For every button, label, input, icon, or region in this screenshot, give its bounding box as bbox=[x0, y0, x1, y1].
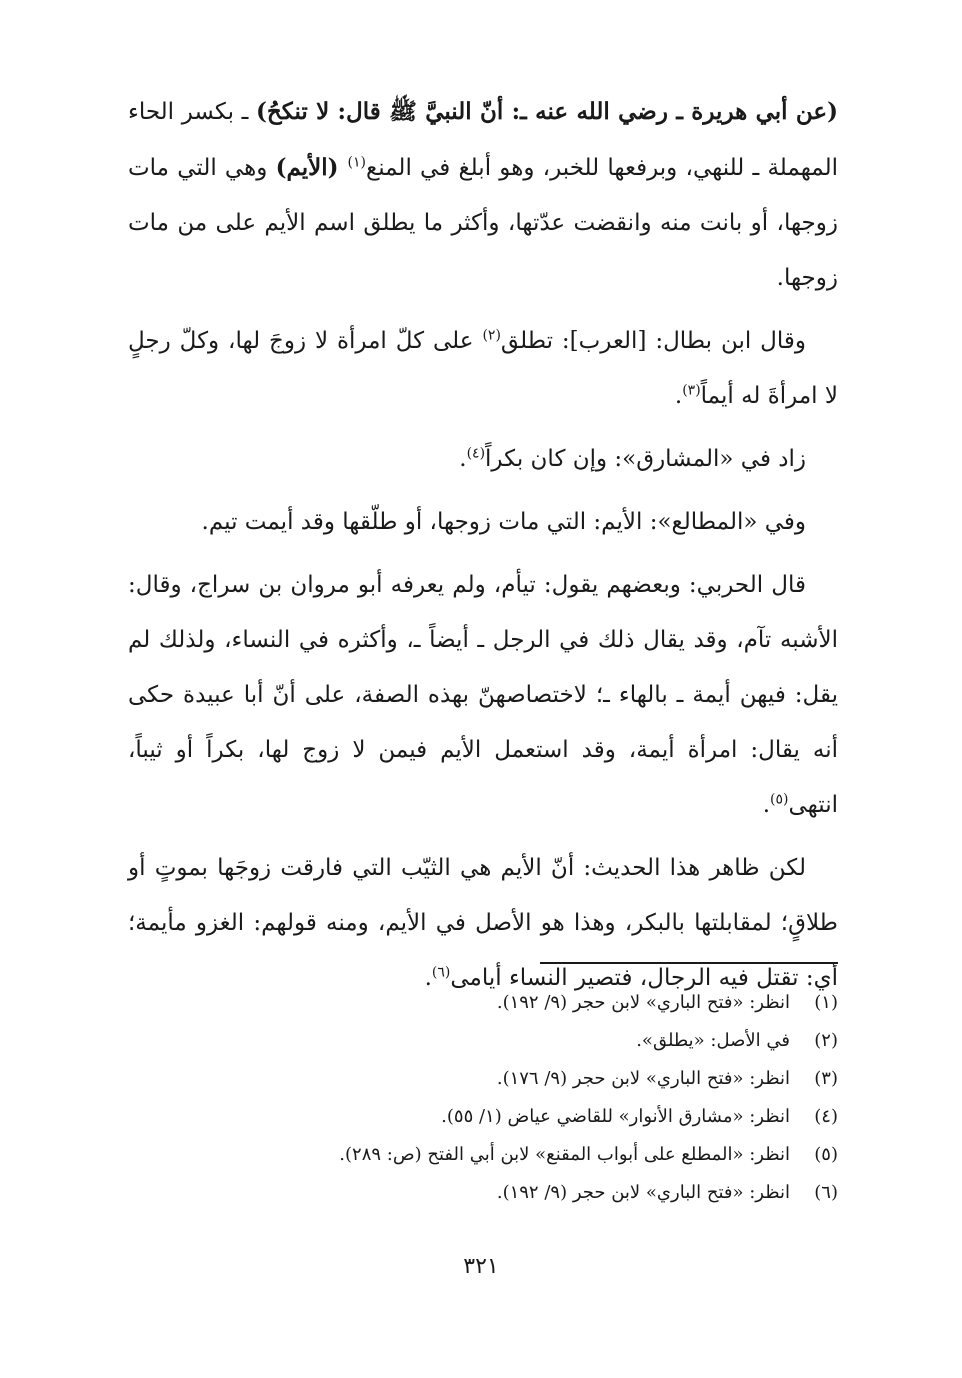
footnote-6 bbox=[128, 1174, 838, 1212]
paragraph-matali bbox=[128, 495, 838, 550]
paragraph-text: وفي «المطالع»: الأيم: التي مات زوجها، أو طلّقها وقد أيمت تيم. bbox=[201, 509, 806, 535]
footnote-text: انظر: «المطلع على أبواب المقنع» لابن أبي الفتح (ص: ٢٨٩). bbox=[339, 1144, 790, 1165]
hadith-text: (عن أبي هريرة ـ رضي الله عنه ـ: أنّ النبيَّ ﷺ قال: لا تنكحُ) bbox=[256, 98, 838, 125]
footnote-text: انظر: «مشارق الأنوار» للقاضي عياض (١/ ٥٥). bbox=[441, 1106, 790, 1127]
footnote-number: (٦) bbox=[814, 1182, 838, 1203]
footnotes bbox=[128, 984, 838, 1212]
footnote-ref-1: (١) bbox=[347, 154, 366, 171]
main-text bbox=[128, 84, 838, 1014]
footnote-number: (١) bbox=[814, 992, 838, 1013]
page-number: ٣٢١ bbox=[463, 1254, 499, 1279]
footnote-text: انظر: «فتح الباري» لابن حجر (٩/ ١٩٢). bbox=[496, 1182, 790, 1203]
footnote-ref-6: (٦) bbox=[431, 964, 451, 981]
paragraph-text: وهي التي مات زوجها، أو بانت منه وانقضت عدّتها، وأكثر ما يطلق اسم الأيم على من مات زوجها. bbox=[128, 155, 838, 291]
footnote-text: انظر: «فتح الباري» لابن حجر (٩/ ١٩٢). bbox=[496, 992, 790, 1013]
footnote-2 bbox=[128, 1022, 838, 1060]
footnote-number: (٢) bbox=[814, 1030, 838, 1051]
footnote-number: (٤) bbox=[814, 1106, 838, 1127]
footnote-4 bbox=[128, 1098, 838, 1136]
paragraph-ibn-battal bbox=[128, 314, 838, 424]
footnote-number: (٥) bbox=[814, 1144, 838, 1165]
footnote-5 bbox=[128, 1136, 838, 1174]
footnote-text: انظر: «فتح الباري» لابن حجر (٩/ ١٧٦). bbox=[496, 1068, 790, 1089]
paragraph-text: قال الحربي: وبعضهم يقول: تيأم، ولم يعرفه أبو مروان بن سراج، وقال: الأشبه تآم، وقد يقال ذلك في الرجل ـ أيضاً ـ، وأكثره في النساء، ولذلك لم يقل: فيهن أيمة ـ بالهاء ـ؛ لاختصاصهنّ بهذه الصفة، على أنّ أبا عبيدة حكى أنه يقال: امرأة أيمة، وقد استعمل الأيم فيمن لا زوج لها، بكراً أو ثيباً، انتهى bbox=[128, 572, 838, 818]
footnote-ref-2: (٢) bbox=[482, 327, 501, 344]
footnote-1 bbox=[128, 984, 838, 1022]
footnote-number: (٣) bbox=[814, 1068, 838, 1089]
paragraph-harbi bbox=[128, 558, 838, 833]
paragraph-hadith bbox=[128, 84, 838, 306]
paragraph-text: على كلّ امرأة لا زوجَ لها، وكلّ رجلٍ لا امرأةَ له أيماً bbox=[128, 328, 838, 409]
footnote-separator bbox=[540, 962, 838, 964]
paragraph-mashariq bbox=[128, 432, 838, 487]
paragraph-text: وقال ابن بطال: [العرب]: تطلق bbox=[500, 328, 806, 354]
paragraph-text: زاد في «المشارق»: وإن كان بكراً bbox=[485, 446, 806, 472]
footnote-ref-3: (٣) bbox=[682, 382, 701, 399]
footnote-text: في الأصل: «يطلق». bbox=[636, 1030, 790, 1051]
paragraph-text: . bbox=[762, 792, 771, 818]
paragraph-text: . bbox=[459, 446, 467, 472]
paragraph-text: ـ بكسر الحاء المهملة ـ للنهي، وبرفعها للخبر، وهو أبلغ في المنع bbox=[128, 99, 838, 181]
term-ayyim: (الأيم) bbox=[275, 154, 348, 181]
footnote-3 bbox=[128, 1060, 838, 1098]
footnote-ref-4: (٤) bbox=[466, 445, 486, 462]
paragraph-text: لكن ظاهر هذا الحديث: أنّ الأيم هي الثيّب التي فارقت زوجَها بموتٍ أو طلاقٍ؛ لمقابلتها بالبكر، وهذا هو الأصل في الأيم، ومنه قولهم: الغزو مأيمة؛ أي: تقتل فيه الرجال، فتصير النساء أيامى bbox=[128, 855, 838, 991]
paragraph-text: . bbox=[424, 965, 432, 991]
paragraph-text: . bbox=[674, 383, 683, 409]
paragraph-conclusion bbox=[128, 841, 838, 1006]
footnote-ref-5: (٥) bbox=[770, 791, 789, 808]
